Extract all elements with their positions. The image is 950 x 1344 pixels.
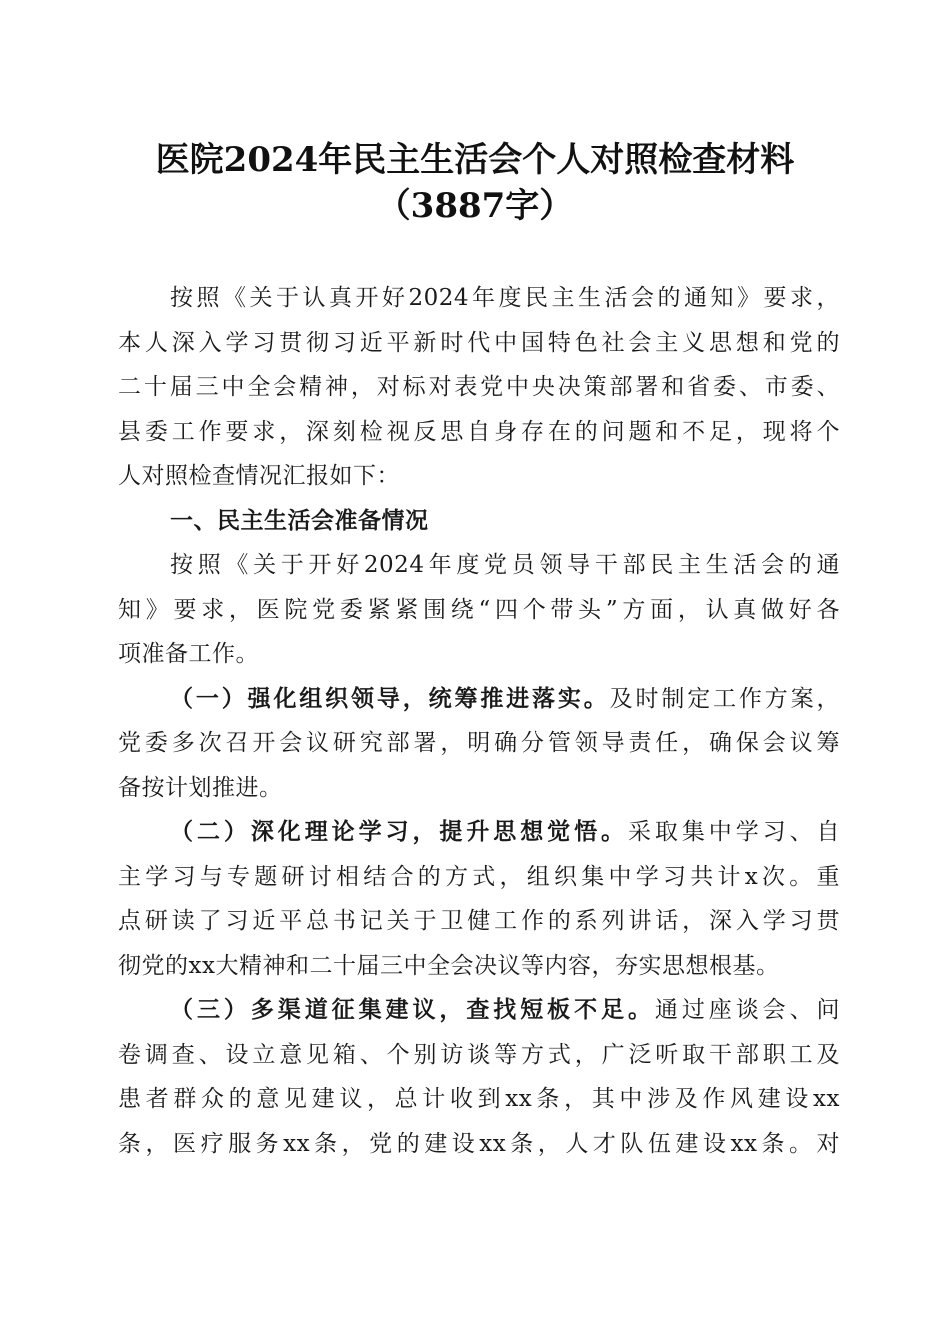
paragraph-line: 知》要求，医院党委紧紧围绕“四个带头”方面，认真做好各	[118, 596, 840, 623]
paragraph-line: 患者群众的意见建议，总计收到xx条，其中涉及作风建设xx	[118, 1086, 840, 1112]
paragraph-line: 本人深入学习贯彻习近平新时代中国特色社会主义思想和党的	[118, 329, 840, 356]
paragraph-text: 通过座谈会、问	[654, 997, 840, 1023]
paragraph-line: 备按计划推进。	[118, 774, 283, 801]
paragraph-line: 主学习与专题研讨相结合的方式，组织集中学习共计x次。重	[118, 863, 840, 890]
paragraph-line	[118, 988, 840, 1033]
paragraph-line: 县委工作要求，深刻检视反思自身存在的问题和不足，现将个	[118, 418, 840, 445]
paragraph-line: 条，医疗服务xx条，党的建设xx条，人才队伍建设xx条。对	[118, 1130, 840, 1157]
paragraph-line: 彻党的xx大精神和二十届三中全会决议等内容，夯实思想根基。	[118, 952, 780, 979]
subsection-heading: （三）多渠道征集建议，查找短板不足。	[170, 996, 655, 1023]
paragraph-line: 人对照检查情况汇报如下：	[118, 463, 400, 489]
section-heading: 一、民主生活会准备情况	[170, 507, 429, 534]
document-body	[118, 276, 840, 1166]
paragraph-line: 二十届三中全会精神，对标对表党中央决策部署和省委、市委、	[118, 374, 840, 400]
paragraph-text: 采取集中学习、自	[627, 819, 840, 845]
document-word-count: （3887字）	[376, 186, 574, 226]
paragraph-line: 项准备工作。	[118, 641, 259, 667]
paragraph-text: 及时制定工作方案，	[609, 685, 840, 712]
paragraph-line	[118, 677, 840, 722]
document-title: 医院2024年民主生活会个人对照检查材料	[155, 140, 795, 180]
paragraph-line	[118, 810, 840, 855]
paragraph-line: 党委多次召开会议研究部署，明确分管领导责任，确保会议筹	[118, 730, 840, 756]
subsection-heading: （一）强化组织领导，统筹推进落实。	[170, 684, 610, 712]
paragraph-line: 按照《关于认真开好2024年度民主生活会的通知》要求，	[170, 285, 840, 311]
paragraph-line: 按照《关于开好2024年度党员领导干部民主生活会的通	[170, 552, 840, 578]
subsection-heading: （二）深化理论学习，提升思想觉悟。	[170, 818, 628, 845]
paragraph-line: 卷调查、设立意见箱、个别访谈等方式，广泛听取干部职工及	[118, 1041, 840, 1068]
paragraph-line: 点研读了习近平总书记关于卫健工作的系列讲话，深入学习贯	[118, 908, 840, 934]
